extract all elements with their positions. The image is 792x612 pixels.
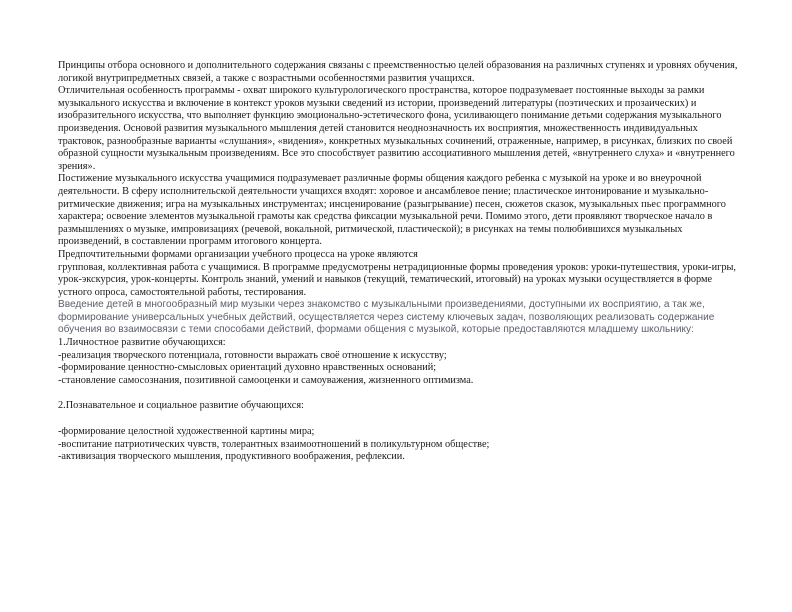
paragraph-introduction: Введение детей в многообразный мир музыки через знакомство с музыкальными произведениями, доступными их восприятию, а так же, формирование универсальных учебных действий, осуществляется через систему ключевых задач, позволяющих реализовать содержание обучения во взаимосвязи с теми способами действий, формами общения с музыкой, которые предоставляются младшему школьнику: bbox=[58, 299, 715, 336]
section-2-item: -формирование целостной художественной картины мира; bbox=[58, 426, 315, 438]
section-1-item: -реализация творческого потенциала, готовности выражать своё отношение к искусству; bbox=[58, 349, 447, 361]
paragraph-selection-principles: Принципы отбора основного и дополнительного содержания связаны с преемственностью целей образования на различных ступенях и уровнях обучения, логикой внутрипредметных связей, а также с возрастными особенностями развития учащихся. bbox=[58, 60, 738, 84]
section-2-item: -активизация творческого мышления, продуктивного воображения, рефлексии. bbox=[58, 451, 405, 463]
document-page bbox=[58, 60, 738, 464]
paragraph-program-feature: Отличительная особенность программы - охват широкого культурологического пространства, которое подразумевает постоянные выходы за рамки музыкального искусства и включение в контекст уроков музыки сведений из истории, произведений литературы (поэтических и прозаических) и изобразительного искусства, что выполняет функцию эмоционально-эстетического фона, усиливающего понимание детьми содержания музыкального произведения. Основой развития музыкального мышления детей становится неоднозначность их восприятия, множественность индивидуальных трактовок, разнообразные варианты «слушания», «видения», конкретных музыкальных сочинений, отраженные, например, в рисунках, близких по своей образной сущности музыкальным произведениям. Все это способствует развитию ассоциативного мышления детей, «внутреннего слуха» и «внутреннего зрения». bbox=[58, 85, 735, 172]
paragraph-group-work: групповая, коллективная работа с учащимися. В программе предусмотрены нетрадиционные формы проведения уроков: уроки-путешествия, уроки-игры, урок-экскурсия, урок-концерты. Контроль знаний, умений и навыков (текущий, тематический, итоговый) на уроках музыки осуществляется в форме устного опроса, самостоятельной работы, тестирования. bbox=[58, 261, 736, 298]
section-2-heading: 2.Познавательное и социальное развитие обучающихся: bbox=[58, 400, 304, 412]
paragraph-preferred-forms: Предпочтительными формами организации учебного процесса на уроке являются bbox=[58, 248, 418, 260]
paragraph-music-comprehension: Постижение музыкального искусства учащимися подразумевает различные формы общения каждого ребенка с музыкой на уроке и во внеурочной деятельности. В сферу исполнительской деятельности учащихся входят: хоровое и ансамблевое пение; пластическое интонирование и музыкально-ритмические движения; игра на музыкальных инструментах; инсценирование (разыгрывание) песен, сюжетов сказок, музыкальных пьес программного характера; освоение элементов музыкальной грамоты как средства фиксации музыкальной речи. Помимо этого, дети проявляют творческое начало в размышлениях о музыке, импровизациях (речевой, вокальной, ритмической, пластической); в рисунках на темы полюбившихся музыкальных произведений, в составлении программ итогового концерта. bbox=[58, 173, 726, 248]
section-1-heading: 1.Личностное развитие обучающихся: bbox=[58, 337, 226, 349]
section-1-item: -становление самосознания, позитивной самооценки и самоуважения, жизненного оптимизма. bbox=[58, 374, 474, 386]
blank-line bbox=[58, 387, 738, 400]
blank-line bbox=[58, 413, 738, 426]
section-2-item: -воспитание патриотических чувств, толерантных взаимоотношений в поликультурном обществе; bbox=[58, 438, 490, 450]
section-1-item: -формирование ценностно-смысловых ориентаций духовно нравственных оснований; bbox=[58, 362, 437, 374]
